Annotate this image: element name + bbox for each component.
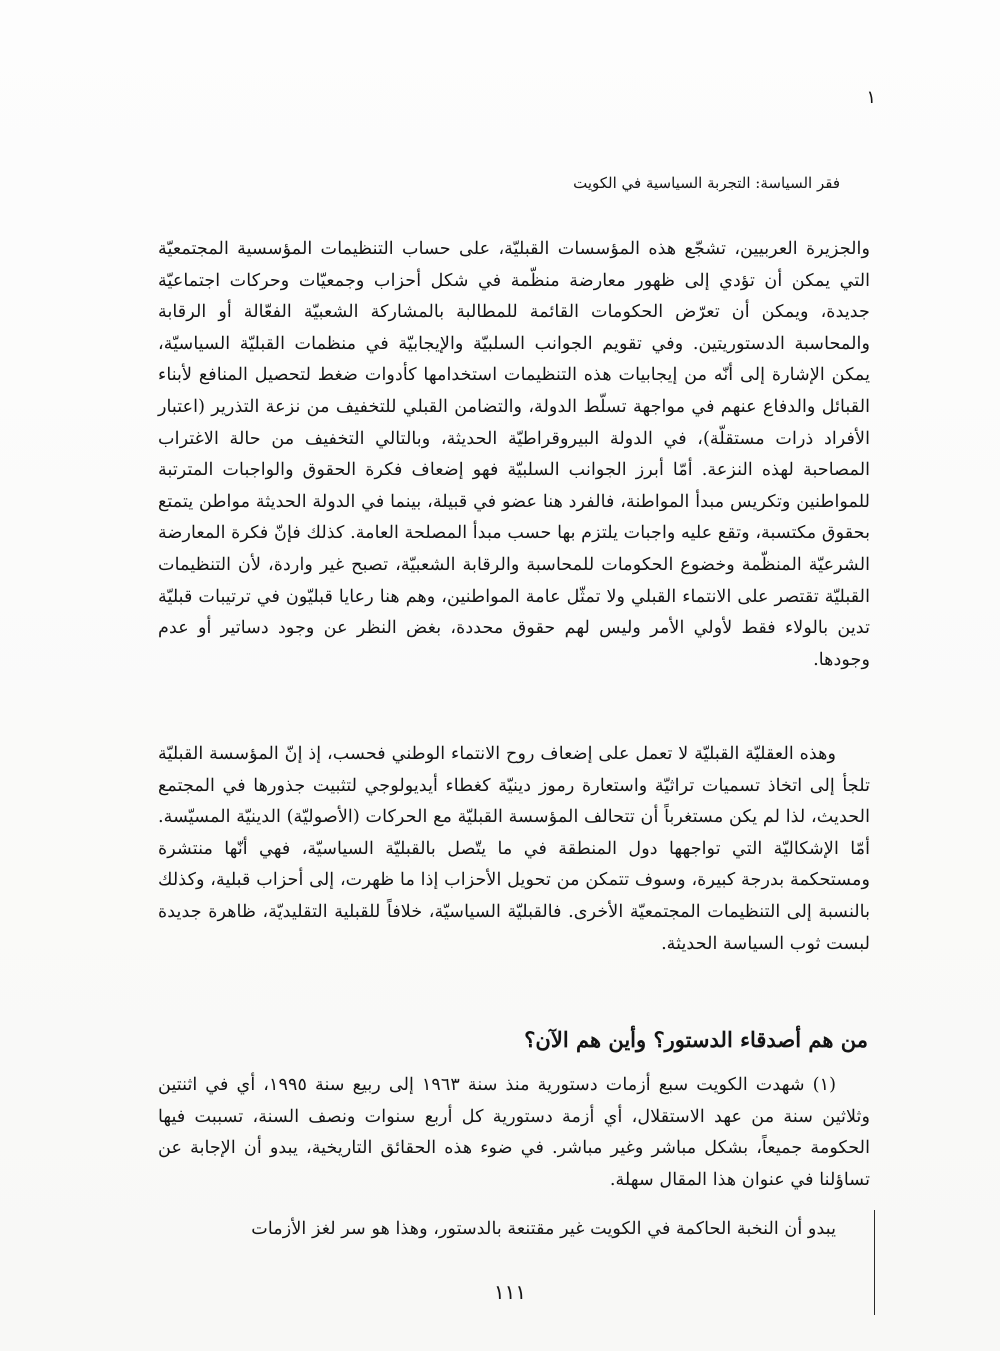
paragraph-4: يبدو أن النخبة الحاكمة في الكويت غير مقتنعة بالدستور، وهذا هو سر لغز الأزمات: [251, 1219, 836, 1239]
page-number: ١١١: [493, 1280, 527, 1304]
running-head: فقر السياسة: التجربة السياسية في الكويت: [573, 174, 840, 192]
paragraph-2: وهذه العقليّة القبليّة لا تعمل على إضعاف روح الانتماء الوطني فحسب، إذ إنّ المؤسسة القبليّة تلجأ إلى اتخاذ تسميات تراثيّة واستعارة رموز دينيّة كغطاء أيديولوجي لتثبيت جذورها في المجتمع الحديث، لذا لم يكن مستغرباً أن تتحالف المؤسسة القبليّة مع الحركات (الأصوليّة) الدينيّة المسيّسة. أمّا الإشكاليّة التي تواجهها دول المنطقة في ما يتّصل بالقبليّة السياسيّة، فهي أنّها منتشرة ومستحكمة بدرجة كبيرة، وسوف تتمكن من تحويل الأحزاب إذا ما ظهرت، إلى أحزاب قبلية، وكذلك بالنسبة إلى التنظيمات المجتمعيّة الأخرى. فالقبليّة السياسيّة، خلافاً للقبلية التقليديّة، ظاهرة جديدة لبست ثوب السياسة الحديثة.: [158, 744, 870, 954]
paragraph-1: والجزيرة العربيين، تشجّع هذه المؤسسات القبليّة، على حساب التنظيمات المؤسسية المجتمعيّة التي يمكن أن تؤدي إلى ظهور معارضة منظّمة في شكل أحزاب وجمعيّات وحركات اجتماعيّة جديدة، ويمكن أن تعرّض الحكومات القائمة للمطالبة بالمشاركة الشعبيّة الفعّالة أو الرقابة والمحاسبة الدستوريتين. وفي تقويم الجوانب السلبيّة والإيجابيّة في منظمات القبليّة السياسيّة، يمكن الإشارة إلى أنّه من إيجابيات هذه التنظيمات استخدامها كأدوات ضغط لتحصيل المنافع لأبناء القبائل والدفاع عنهم في مواجهة تسلّط الدولة، والتضامن القبلي للتخفيف من نزعة التذرير (اعتبار الأفراد ذرات مستقلّة)، في الدولة البيروقراطيّة الحديثة، وبالتالي التخفيف من حالة الاغتراب المصاحبة لهذه النزعة. أمّا أبرز الجوانب السلبيّة فهو إضعاف فكرة الحقوق والواجبات المترتبة للمواطنين وتكريس مبدأ المواطنة، فالفرد هنا عضو في قبيلة، بينما في الدولة الحديثة مواطن يتمتع بحقوق مكتسبة، وتقع عليه واجبات يلتزم بها حسب مبدأ المصلحة العامة. كذلك فإنّ فكرة المعارضة الشرعيّة المنظّمة وخضوع الحكومات للمحاسبة والرقابة الشعبيّة، تصبح غير واردة، لأن التنظيمات القبليّة تقتصر على الانتماء القبلي ولا تمثّل عامة المواطنين، وهم هنا رعايا قبليّون في ترتيبات قبليّة تدين بالولاء فقط لأولي الأمر وليس لهم حقوق محددة، بغض النظر عن وجود دساتير أو عدم وجودها.: [158, 239, 871, 670]
scan-edge-line: [874, 1210, 875, 1315]
section-heading: من هم أصدقاء الدستور؟ وأين هم الآن؟: [524, 1027, 868, 1052]
paragraph-3: (١) شهدت الكويت سبع أزمات دستورية منذ سنة ١٩٦٣ إلى ربيع سنة ١٩٩٥، أي في اثنتين وثلاثين سنة من عهد الاستقلال، أي أزمة دستورية كل أربع سنوات ونصف السنة، تسببت فيها الحكومة جميعاً، بشكل مباشر وغير مباشر. في ضوء هذه الحقائق التاريخية، يبدو أن الإجابة عن تساؤلنا في عنوان هذا المقال سهلة.: [158, 1075, 870, 1190]
corner-mark: ١: [866, 87, 876, 108]
